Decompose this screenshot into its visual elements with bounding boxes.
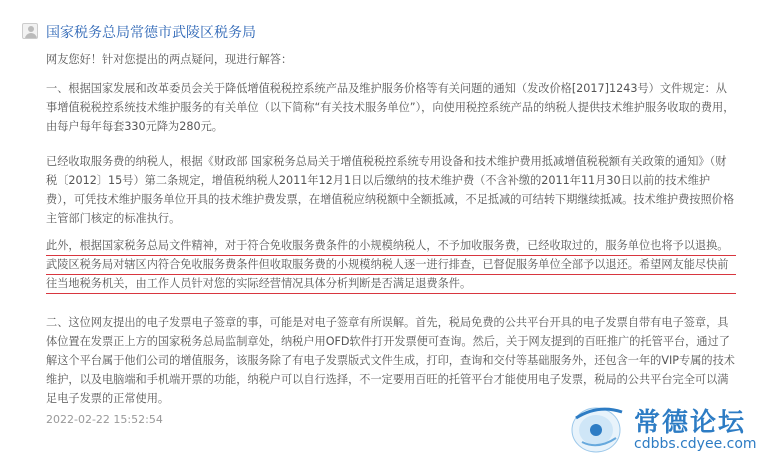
highlighted-paragraph: 此外，根据国家税务总局文件精神，对于符合免收服务费条件的小规模纳税人，不予加收服务费，已经收取过的，服务单位也将予以退换。武陵区税务局对辖区内符合免收服务费条件但收取服务费的小规模纳税人逐一进行排查，已督促服务单位全部予以退还。希望网友能尽快前往当地税务机关，由工作人员针对您的实际经营情况具体分析判断是否满足退费条件。 bbox=[46, 239, 729, 290]
avatar-body-shape bbox=[25, 33, 37, 39]
answer-paragraph-1: 一、根据国家发展和改革委员会关于降低增值税税控系统产品及维护服务价格等有关问题的通知（发改价格[2017]1243号）文件规定：从事增值税税控系统技术维护服务的有关单位（以下简称“有关技术服务单位”），向使用税控系统产品的纳税人提供技术维护服务收取的费用，由每户每年每套330元降为280元。 bbox=[46, 82, 735, 133]
watermark-title: 常德论坛 bbox=[634, 408, 747, 438]
avatar-head-shape bbox=[28, 26, 34, 32]
post-timestamp: 2022-02-22 15:52:54 bbox=[46, 413, 163, 426]
forum-logo-icon bbox=[568, 398, 630, 456]
watermark-url: cdbbs.cdyee.com bbox=[634, 436, 757, 452]
answer-paragraph-2: 已经收取服务费的纳税人，根据《财政部 国家税务总局关于增值税税控系统专用设备和技术维护费用抵减增值税税额有关政策的通知》（财税〔2012〕15号）第二条规定，增值税纳税人2011年12月1日以后缴纳的技术维护费（不含补缴的2011年11月30日以前的技术维护费），可凭技术维护服务单位开具的技术维护费发票，在增值税应纳税额中全额抵减，不足抵减的可结转下期继续抵减。技术维护费按照价格主管部门核定的标准执行。 bbox=[46, 155, 735, 225]
highlight-underline bbox=[46, 293, 736, 294]
author-name[interactable]: 国家税务总局常德市武陵区税务局 bbox=[46, 25, 256, 41]
greeting-paragraph: 网友您好！针对您提出的两点疑问，现进行解答： bbox=[46, 53, 293, 66]
highlight-underline bbox=[46, 274, 736, 275]
avatar[interactable] bbox=[22, 23, 38, 39]
highlight-underline bbox=[46, 255, 736, 256]
answer-paragraph-4: 二、这位网友提出的电子发票电子签章的事，可能是对电子签章有所误解。首先，税局免费的公共平台开具的电子发票自带有电子签章，具体位置在发票正上方的国家税务总局监制章处，纳税户用OFD软件打开发票便可查询。然后，关于网友提到的百旺推广的托管平台，通过了解这个平台属于他们公司的增值服务，该服务除了有电子发票版式文件生成，打印，查询和交付等基础服务外，还包含一年的VIP专属的技术维护，以及电脑端和手机端开票的功能，纳税户可以自行选择，不一定要用百旺的托管平台才能使用电子发票，税局的公共平台完全可以满足电子发票的正常使用。 bbox=[46, 316, 735, 405]
forum-watermark bbox=[568, 396, 760, 463]
